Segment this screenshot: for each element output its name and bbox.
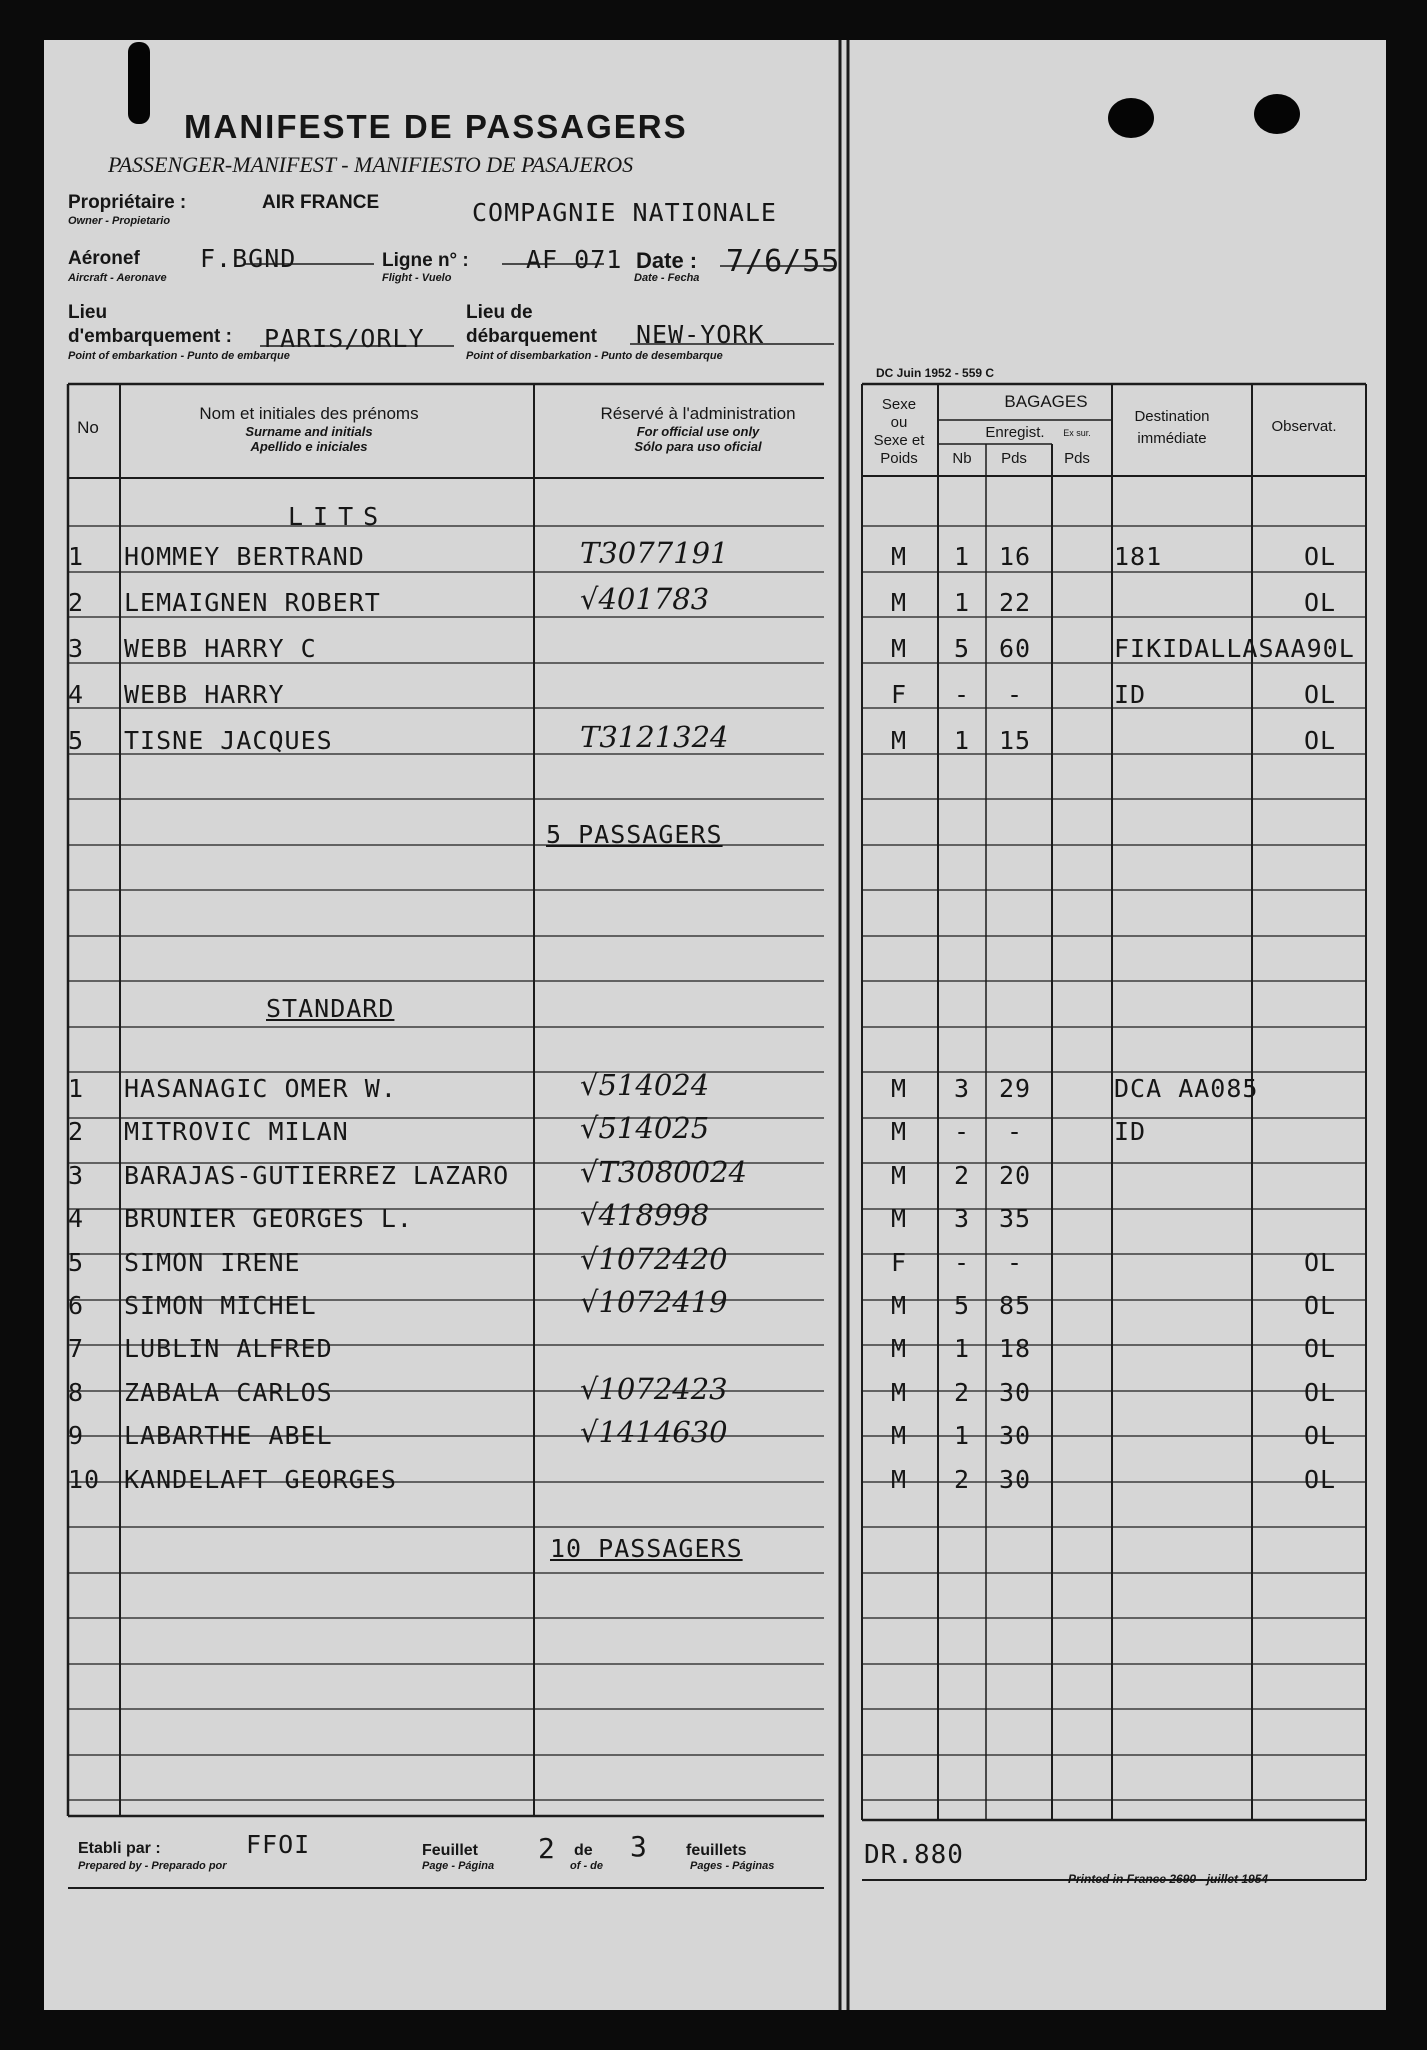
cell-pds: 85 [998, 1291, 1032, 1320]
cell-nb: 2 [953, 1160, 971, 1190]
cell-admin: √514024 [580, 1068, 710, 1102]
col-baggage: BAGAGES [1004, 392, 1088, 411]
cell-sex: M [890, 1160, 908, 1190]
manifest-sheet [44, 40, 1386, 2010]
disembark-sub: Point of disembarkation - Punto de desembarque [466, 350, 723, 362]
cell-obs: OL [1303, 1464, 1337, 1494]
page-title: MANIFESTE DE PASSAGERS [184, 108, 688, 145]
cell-sex: M [890, 588, 908, 617]
col-reserved-es: Sólo para uso oficial [634, 439, 762, 454]
aircraft-sub: Aircraft - Aeronave [68, 272, 167, 284]
cell-admin: T3121324 [580, 720, 729, 754]
col-reserved [538, 404, 858, 454]
cell-sex: F [890, 680, 908, 709]
cell-pds: 22 [998, 588, 1032, 617]
cell-name: HASANAGIC OMER W. [124, 1074, 397, 1103]
prepared-label: Etabli par : [78, 1840, 161, 1857]
cell-nb: 1 [953, 726, 971, 755]
aircraft-value: F.BGND [200, 244, 297, 273]
flight-label: Ligne n° : [382, 250, 469, 271]
cell-obs: OL [1303, 1247, 1337, 1277]
col-name-en: Surname and initials [245, 424, 373, 439]
cell-no: 1 [68, 542, 85, 571]
owner-sub: Owner - Propietario [68, 215, 171, 227]
cell-pds: 60 [998, 634, 1032, 663]
cell-no: 10 [68, 1464, 101, 1494]
cell-name: ZABALA CARLOS [124, 1377, 333, 1407]
cell-pds: 30 [998, 1464, 1032, 1494]
cell-sex: M [890, 634, 908, 663]
cell-nb: 1 [953, 1421, 971, 1451]
cell-nb: - [953, 680, 971, 709]
cell-pds: 30 [998, 1377, 1032, 1407]
aircraft-label: Aéronef [68, 248, 140, 269]
cell-admin: T3077191 [580, 536, 729, 570]
cell-dest: 181 [1114, 542, 1163, 571]
flight-sub: Flight - Vuelo [382, 272, 452, 284]
dr-number: DR.880 [864, 1840, 964, 1870]
embark-label-2: d'embarquement : [68, 326, 232, 347]
sheet-sub: Page - Página [422, 1860, 495, 1872]
cell-no: 4 [68, 680, 85, 709]
cell-pds: - [1006, 1247, 1024, 1277]
printed-note: Printed in France 2690 - juillet 1954 [1068, 1872, 1269, 1886]
embark-sub: Point of embarkation - Punto de embarque [68, 350, 290, 362]
cell-sex: M [890, 1421, 908, 1451]
cell-name: WEBB HARRY [124, 680, 285, 709]
pages-sub: Pages - Páginas [690, 1860, 775, 1872]
cell-nb: 3 [953, 1074, 971, 1103]
cell-nb: 1 [953, 1334, 971, 1364]
of-sub: of - de [570, 1860, 603, 1872]
cell-obs: OL [1303, 1334, 1337, 1364]
cell-no: 2 [68, 588, 85, 617]
disembark-label-1: Lieu de [466, 302, 533, 323]
cell-pds: - [1006, 680, 1024, 709]
cell-sex: M [890, 1117, 908, 1147]
cell-obs: OL [1303, 726, 1337, 755]
cell-admin: √1072423 [580, 1371, 728, 1406]
company-name: COMPAGNIE NATIONALE [472, 198, 777, 227]
cell-admin: √401783 [580, 582, 710, 616]
cell-nb: - [953, 1247, 971, 1277]
section-heading: LITS [288, 502, 389, 531]
flight-value: AF 071 [526, 245, 623, 274]
disembark-value: NEW-YORK [636, 320, 765, 349]
cell-dest: ID [1114, 680, 1147, 709]
cell-name: KANDELAFT GEORGES [124, 1464, 397, 1494]
col-sex [862, 396, 936, 468]
cell-admin: √T3080024 [580, 1154, 747, 1189]
cell-no: 6 [68, 1291, 85, 1320]
cell-name: HOMMEY BERTRAND [124, 542, 365, 571]
cell-nb: 1 [953, 588, 971, 617]
section-total: 5 PASSAGERS [546, 820, 723, 849]
cell-pds: 15 [998, 726, 1032, 755]
col-sex-4: Poids [880, 450, 918, 467]
sheet-value: 2 [538, 1832, 556, 1865]
cell-admin: √514025 [580, 1111, 710, 1146]
cell-name: LUBLIN ALFRED [124, 1334, 333, 1364]
cell-nb: 2 [953, 1377, 971, 1407]
cell-sex: M [890, 1464, 908, 1494]
table-grid [44, 40, 1386, 2010]
cell-pds: 18 [998, 1334, 1032, 1364]
col-reserved-fr: Réservé à l'administration [600, 404, 796, 423]
owner-label: Propriétaire : [68, 192, 187, 213]
cell-admin: √418998 [580, 1198, 710, 1233]
cell-sex: M [890, 1291, 908, 1320]
of-value: 3 [630, 1830, 648, 1863]
cell-name: TISNE JACQUES [124, 726, 333, 755]
col-nb: Nb [952, 450, 972, 467]
cell-dest: FIKIDALLASAA90L [1114, 634, 1355, 663]
page-subtitle: PASSENGER-MANIFEST - MANIFIESTO DE PASAJEROS [108, 152, 634, 177]
cell-sex: M [890, 1204, 908, 1234]
cell-obs: OL [1303, 1377, 1337, 1407]
col-name [120, 404, 498, 454]
prepared-value: FFOI [246, 1830, 311, 1859]
cell-name: LEMAIGNEN ROBERT [124, 588, 381, 617]
cell-nb: 1 [953, 542, 971, 571]
cell-obs: OL [1303, 680, 1337, 709]
cell-sex: M [890, 1334, 908, 1364]
embark-value: PARIS/ORLY [264, 324, 425, 353]
cell-obs: OL [1303, 542, 1337, 571]
cell-no: 2 [68, 1117, 85, 1147]
cell-sex: M [890, 1377, 908, 1407]
cell-dest: ID [1114, 1117, 1147, 1147]
col-sex-2: ou [890, 414, 908, 431]
section-total: 10 PASSAGERS [550, 1534, 743, 1563]
col-reserved-en: For official use only [636, 424, 760, 439]
owner-value: AIR FRANCE [262, 192, 380, 213]
cell-pds: 29 [998, 1074, 1032, 1103]
col-sex-1: Sexe [881, 396, 917, 413]
cell-name: BARAJAS-GUTIERREZ LAZARO [124, 1160, 510, 1190]
cell-no: 8 [68, 1377, 85, 1407]
cell-admin: √1414630 [580, 1415, 728, 1450]
date-value: 7/6/55 [726, 244, 841, 279]
cell-no: 1 [68, 1074, 85, 1103]
col-excess-pds: Pds [1064, 450, 1090, 467]
col-sex-3: Sexe et [873, 432, 925, 449]
cell-name: SIMON MICHEL [124, 1291, 317, 1320]
prepared-sub: Prepared by - Preparado por [78, 1860, 227, 1872]
cell-name: BRUNIER GEORGES L. [124, 1204, 413, 1234]
cell-no: 7 [68, 1334, 85, 1364]
cell-nb: 5 [953, 634, 971, 663]
cell-no: 3 [68, 634, 85, 663]
cell-obs: OL [1303, 1421, 1337, 1451]
cell-nb: 5 [953, 1291, 971, 1320]
col-destination [1112, 406, 1232, 450]
cell-obs: OL [1303, 588, 1337, 617]
col-name-es: Apellido e iniciales [250, 439, 368, 454]
col-name-fr: Nom et initiales des prénoms [199, 404, 419, 423]
date-label: Date : [636, 248, 698, 273]
of-label: de [574, 1842, 593, 1859]
col-destination-2: immédiate [1137, 430, 1207, 447]
section-heading: STANDARD [266, 994, 395, 1023]
cell-obs: OL [1303, 1291, 1337, 1320]
cell-admin: √1072419 [580, 1285, 728, 1319]
cell-pds: 16 [998, 542, 1032, 571]
cell-pds: 20 [998, 1160, 1032, 1190]
col-excess: Ex sur. [1063, 428, 1091, 438]
cell-nb: - [953, 1117, 971, 1147]
cell-name: MITROVIC MILAN [124, 1117, 349, 1147]
cell-admin: √1072420 [580, 1241, 728, 1276]
sheet-label: Feuillet [422, 1842, 479, 1859]
cell-name: WEBB HARRY C [124, 634, 317, 663]
cell-pds: 30 [998, 1421, 1032, 1451]
cell-sex: M [890, 726, 908, 755]
cell-name: SIMON IRENE [124, 1247, 301, 1277]
cell-sex: M [890, 542, 908, 571]
cell-sex: F [890, 1247, 908, 1277]
cell-no: 3 [68, 1160, 85, 1190]
col-pds: Pds [1001, 450, 1027, 467]
cell-no: 4 [68, 1204, 85, 1234]
cell-nb: 3 [953, 1204, 971, 1234]
col-observ: Observat. [1271, 418, 1337, 435]
cell-pds: - [1006, 1117, 1024, 1147]
date-sub: Date - Fecha [634, 272, 700, 284]
form-code: DC Juin 1952 - 559 C [876, 366, 995, 380]
cell-name: LABARTHE ABEL [124, 1421, 333, 1451]
col-no: No [77, 418, 99, 437]
col-registered: Enregist. [985, 424, 1045, 441]
cell-no: 5 [68, 1247, 85, 1277]
embark-label-1: Lieu [68, 302, 108, 323]
col-destination-1: Destination [1134, 408, 1210, 425]
cell-nb: 2 [953, 1464, 971, 1494]
cell-dest: DCA AA085 [1114, 1074, 1259, 1103]
cell-no: 5 [68, 726, 85, 755]
cell-no: 9 [68, 1421, 85, 1451]
disembark-label-2: débarquement [466, 326, 597, 347]
pages-label: feuillets [686, 1842, 747, 1859]
cell-pds: 35 [998, 1204, 1032, 1234]
cell-sex: M [890, 1074, 908, 1103]
